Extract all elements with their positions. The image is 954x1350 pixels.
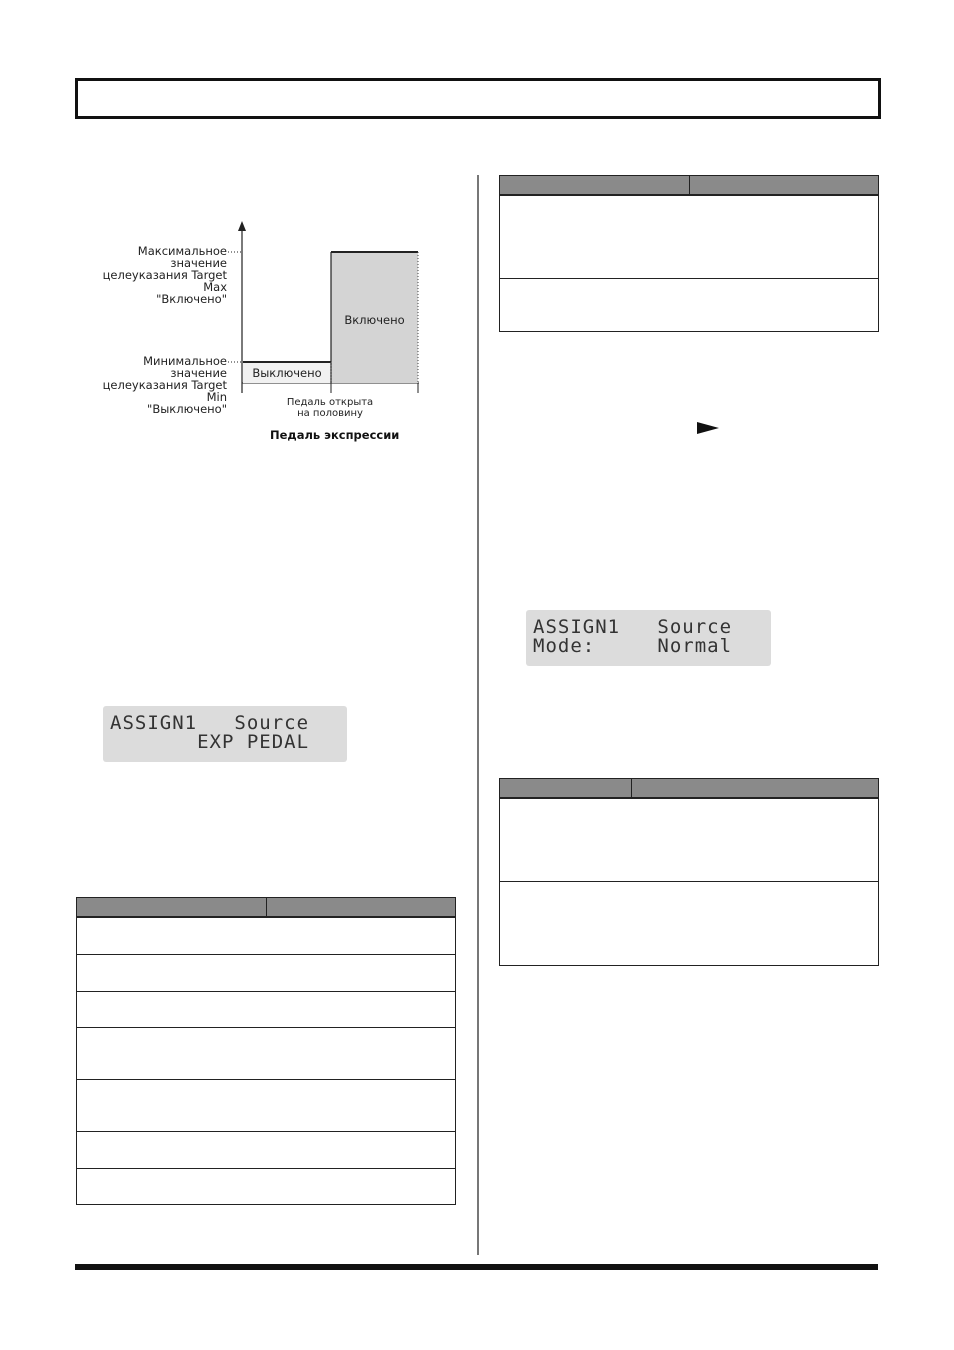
half-open-label [275, 397, 385, 419]
target-min-line-1: Минимальное значение [143, 354, 227, 380]
page-header-box [75, 78, 881, 119]
target-min-line-2: целеуказания Target Min [102, 378, 227, 404]
table-row [77, 1168, 455, 1203]
right-table-top-header-col-2 [690, 176, 878, 194]
target-max-line-2: целеуказания Target Max [102, 268, 227, 294]
right-table-top [499, 175, 879, 332]
table-row [500, 799, 878, 881]
on-region-label: Включено [344, 313, 405, 327]
right-table-bottom-header-col-1 [500, 779, 632, 797]
lcd-line-2: Mode: Normal [533, 635, 733, 657]
column-divider [477, 175, 479, 1255]
lcd-display-mode [526, 610, 771, 666]
half-open-line-2: на половину [297, 408, 363, 419]
table-row [77, 1027, 455, 1079]
table-row [500, 881, 878, 964]
right-table-top-header [500, 176, 878, 196]
table-row [500, 196, 878, 278]
lcd-line-1: ASSIGN1 Source [110, 712, 310, 734]
lcd-line-2: EXP PEDAL [110, 731, 310, 753]
right-table-bottom-header [500, 779, 878, 799]
left-table [76, 897, 456, 1205]
arrow-right-icon [697, 422, 719, 434]
table-row [77, 1131, 455, 1168]
right-table-bottom [499, 778, 879, 966]
target-max-label [85, 245, 227, 305]
diagram-caption: Педаль экспрессии [270, 428, 400, 442]
left-table-header [77, 898, 455, 918]
table-row [77, 1079, 455, 1131]
right-table-top-header-col-1 [500, 176, 690, 194]
expression-pedal-diagram [85, 215, 435, 450]
half-open-line-1: Педаль открыта [286, 397, 374, 408]
off-region-label: Выключено [252, 366, 322, 380]
left-table-header-col-2 [267, 898, 455, 916]
target-max-line-1: Максимальное значение [137, 244, 227, 270]
table-row [77, 954, 455, 991]
target-min-line-3: "Выключено" [147, 402, 227, 416]
footer-rule [75, 1264, 878, 1270]
table-row [77, 918, 455, 954]
table-row [500, 278, 878, 330]
left-table-header-col-1 [77, 898, 267, 916]
target-max-line-3: "Включено" [156, 292, 227, 306]
right-table-bottom-header-col-2 [632, 779, 878, 797]
lcd-line-1: ASSIGN1 Source [533, 616, 733, 638]
target-min-label [85, 355, 227, 415]
lcd-display-source [103, 706, 347, 762]
table-row [77, 991, 455, 1027]
